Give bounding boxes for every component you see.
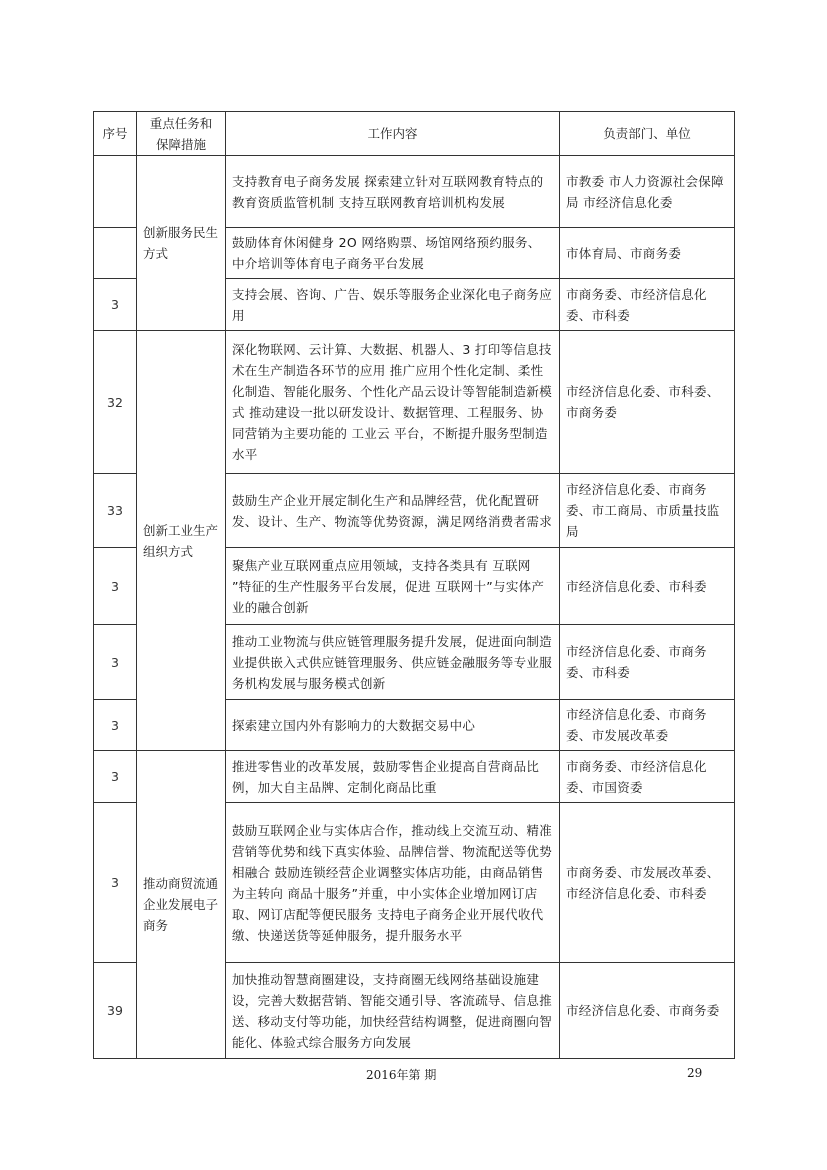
table-row <box>94 331 735 474</box>
table-row <box>94 156 735 228</box>
row-content: 鼓励互联网企业与实体店合作，推动线上交流互动、精准营销等优势和线下真实体验、品牌信誉、物流配送等优势相融合 鼓励连锁经营企业调整实体店功能，由商品销售为主转向 商品十服务”并重，中小实体企业增加网订店取、网订店配等便民服务 支持电子商务企业开展代收代缴、快递送货等延伸服务，提升服务水平 <box>226 803 560 963</box>
row-dept: 市商务委、市经济信息化委、市国资委 <box>560 751 735 803</box>
row-content: 推进零售业的改革发展，鼓励零售企业提高自营商品比例，加大自主品牌、定制化商品比重 <box>226 751 560 803</box>
table-row <box>94 751 735 803</box>
header-content: 工作内容 <box>226 112 560 156</box>
row-dept: 市经济信息化委、市科委、市商务委 <box>560 331 735 474</box>
row-seq <box>94 156 137 228</box>
row-content: 探索建立国内外有影响力的大数据交易中心 <box>226 700 560 751</box>
row-seq: 33 <box>94 474 137 548</box>
row-dept: 市经济信息化委、市商务委、市科委 <box>560 625 735 700</box>
header-row <box>94 112 735 156</box>
header-task: 重点任务和保障措施 <box>137 112 226 156</box>
task-group: 创新服务民生方式 <box>137 156 226 331</box>
header-seq: 序号 <box>94 112 137 156</box>
row-dept: 市经济信息化委、市商务委、市发展改革委 <box>560 700 735 751</box>
row-seq: 39 <box>94 963 137 1059</box>
row-content: 鼓励体育休闲健身 2O 网络购票、场馆网络预约服务、中介培训等体育电子商务平台发展 <box>226 228 560 279</box>
row-dept: 市商务委、市经济信息化委、市科委 <box>560 279 735 331</box>
row-content: 深化物联网、云计算、大数据、机器人、3 打印等信息技术在生产制造各环节的应用 推广应用个性化定制、柔性化制造、智能化服务、个性化产品云设计等智能制造新模式 推动建设一批以研发设计、数据管理、工程服务、协同营销为主要功能的 工业云 平台，不断提升服务型制造水平 <box>226 331 560 474</box>
issue-label: 2016年第 期 <box>366 1068 437 1082</box>
row-seq: 3 <box>94 751 137 803</box>
row-dept: 市教委 市人力资源社会保障局 市经济信息化委 <box>560 156 735 228</box>
row-content: 鼓励生产企业开展定制化生产和品牌经营，优化配置研发、设计、生产、物流等优势资源，满足网络消费者需求 <box>226 474 560 548</box>
row-content: 支持会展、咨询、广告、娱乐等服务企业深化电子商务应用 <box>226 279 560 331</box>
task-table <box>93 111 735 1059</box>
row-seq: 3 <box>94 279 137 331</box>
row-content: 支持教育电子商务发展 探索建立针对互联网教育特点的教育资质监管机制 支持互联网教育培训机构发展 <box>226 156 560 228</box>
row-seq: 3 <box>94 548 137 625</box>
page-number: 29 <box>687 1066 703 1080</box>
row-dept: 市经济信息化委、市科委 <box>560 548 735 625</box>
task-group: 创新工业生产组织方式 <box>137 331 226 751</box>
row-dept: 市体育局、市商务委 <box>560 228 735 279</box>
row-content: 聚焦产业互联网重点应用领域，支持各类具有 互联网 ”特征的生产性服务平台发展，促进 互联网十”与实体产业的融合创新 <box>226 548 560 625</box>
header-dept: 负责部门、单位 <box>560 112 735 156</box>
row-dept: 市经济信息化委、市商务委、市工商局、市质量技监局 <box>560 474 735 548</box>
row-seq: 3 <box>94 803 137 963</box>
row-dept: 市商务委、市发展改革委、市经济信息化委、市科委 <box>560 803 735 963</box>
row-dept: 市经济信息化委、市商务委 <box>560 963 735 1059</box>
row-seq: 3 <box>94 625 137 700</box>
row-seq: 3 <box>94 700 137 751</box>
row-content: 推动工业物流与供应链管理服务提升发展，促进面向制造业提供嵌入式供应链管理服务、供应链金融服务等专业服务机构发展与服务模式创新 <box>226 625 560 700</box>
task-group: 推动商贸流通企业发展电子商务 <box>137 751 226 1059</box>
row-seq <box>94 228 137 279</box>
row-seq: 32 <box>94 331 137 474</box>
row-content: 加快推动智慧商圈建设，支持商圈无线网络基础设施建设，完善大数据营销、智能交通引导、客流疏导、信息推送、移动支付等功能，加快经营结构调整，促进商圈向智能化、体验式综合服务方向发展 <box>226 963 560 1059</box>
